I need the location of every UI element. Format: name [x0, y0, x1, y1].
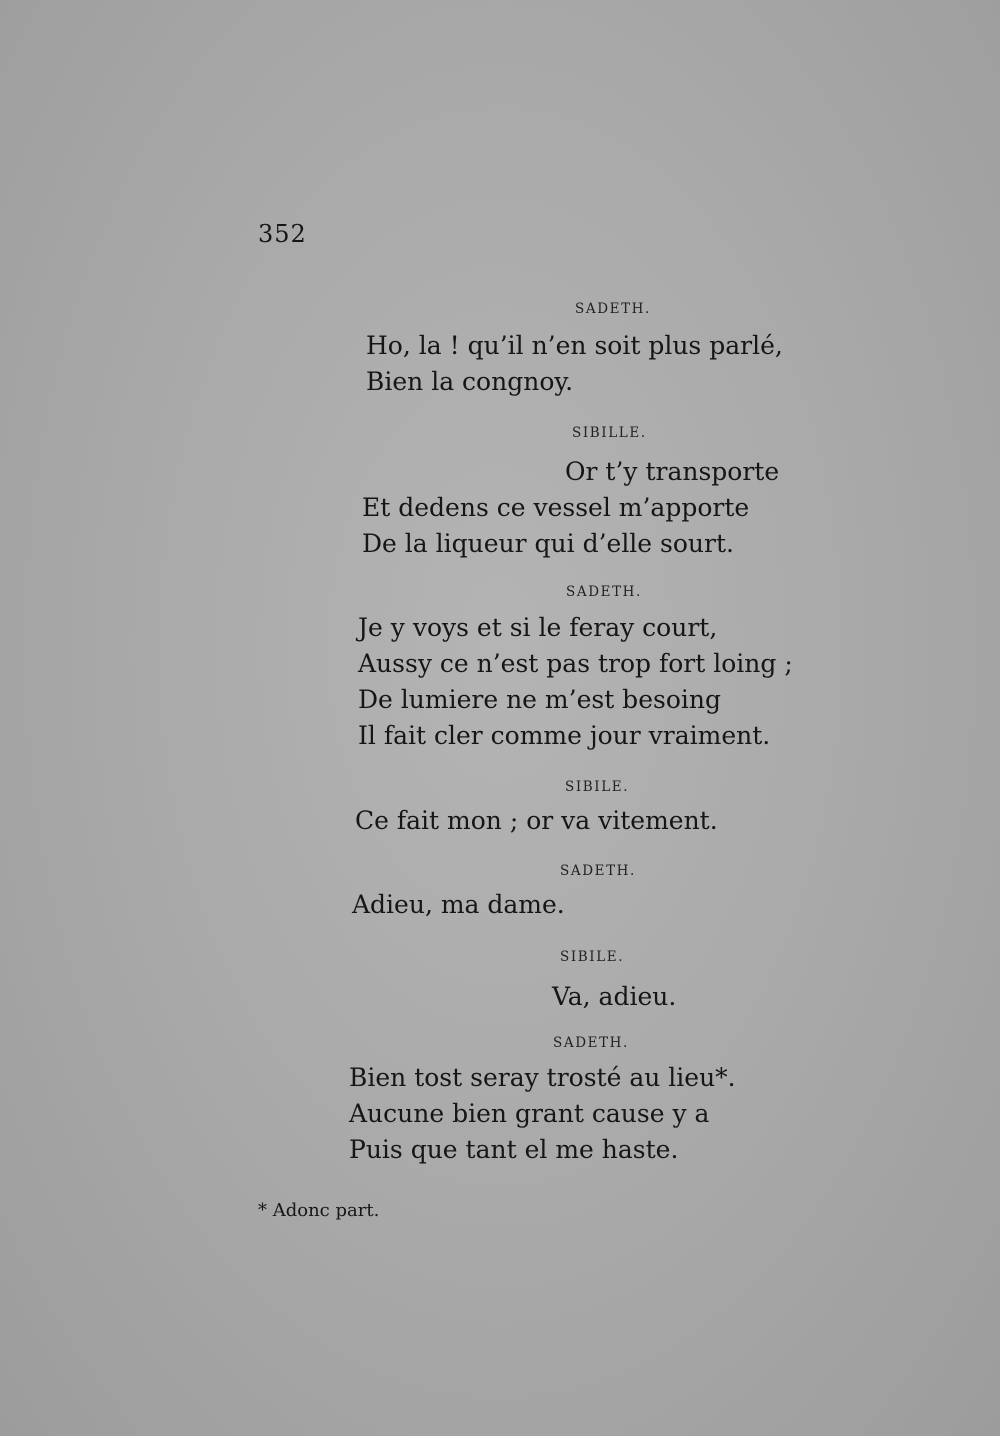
speaker-label: SIBILE. — [560, 949, 625, 965]
verse-line: Ho, la ! qu’il n’en soit plus parlé, — [366, 331, 783, 360]
verse-line: Je y voys et si le feray court, — [358, 613, 718, 642]
speaker-label: SADETH. — [575, 301, 651, 317]
verse-line: Aussy ce n’est pas trop fort loing ; — [358, 649, 793, 678]
verse-line: Il fait cler comme jour vraiment. — [358, 721, 771, 750]
verse-line: Va, adieu. — [552, 982, 677, 1011]
page-number: 352 — [258, 220, 307, 248]
verse-line: Adieu, ma dame. — [352, 890, 565, 919]
speaker-label: SADETH. — [560, 863, 636, 879]
speaker-label: SIBILLE. — [572, 425, 647, 441]
verse-line: Bien tost seray trosté au lieu*. — [349, 1063, 736, 1092]
verse-line: Or t’y transporte — [565, 457, 780, 486]
speaker-label: SADETH. — [566, 584, 642, 600]
verse-line: De lumiere ne m’est besoing — [358, 685, 721, 714]
verse-line: Et dedens ce vessel m’apporte — [362, 493, 750, 522]
verse-line: Ce fait mon ; or va vitement. — [355, 806, 718, 835]
verse-line: Aucune bien grant cause y a — [349, 1099, 710, 1128]
footnote: * Adonc part. — [258, 1200, 380, 1221]
verse-line: Bien la congnoy. — [366, 367, 574, 396]
verse-line: Puis que tant el me haste. — [349, 1135, 679, 1164]
speaker-label: SADETH. — [553, 1035, 629, 1051]
verse-line: De la liqueur qui d’elle sourt. — [362, 529, 734, 558]
speaker-label: SIBILE. — [565, 779, 630, 795]
